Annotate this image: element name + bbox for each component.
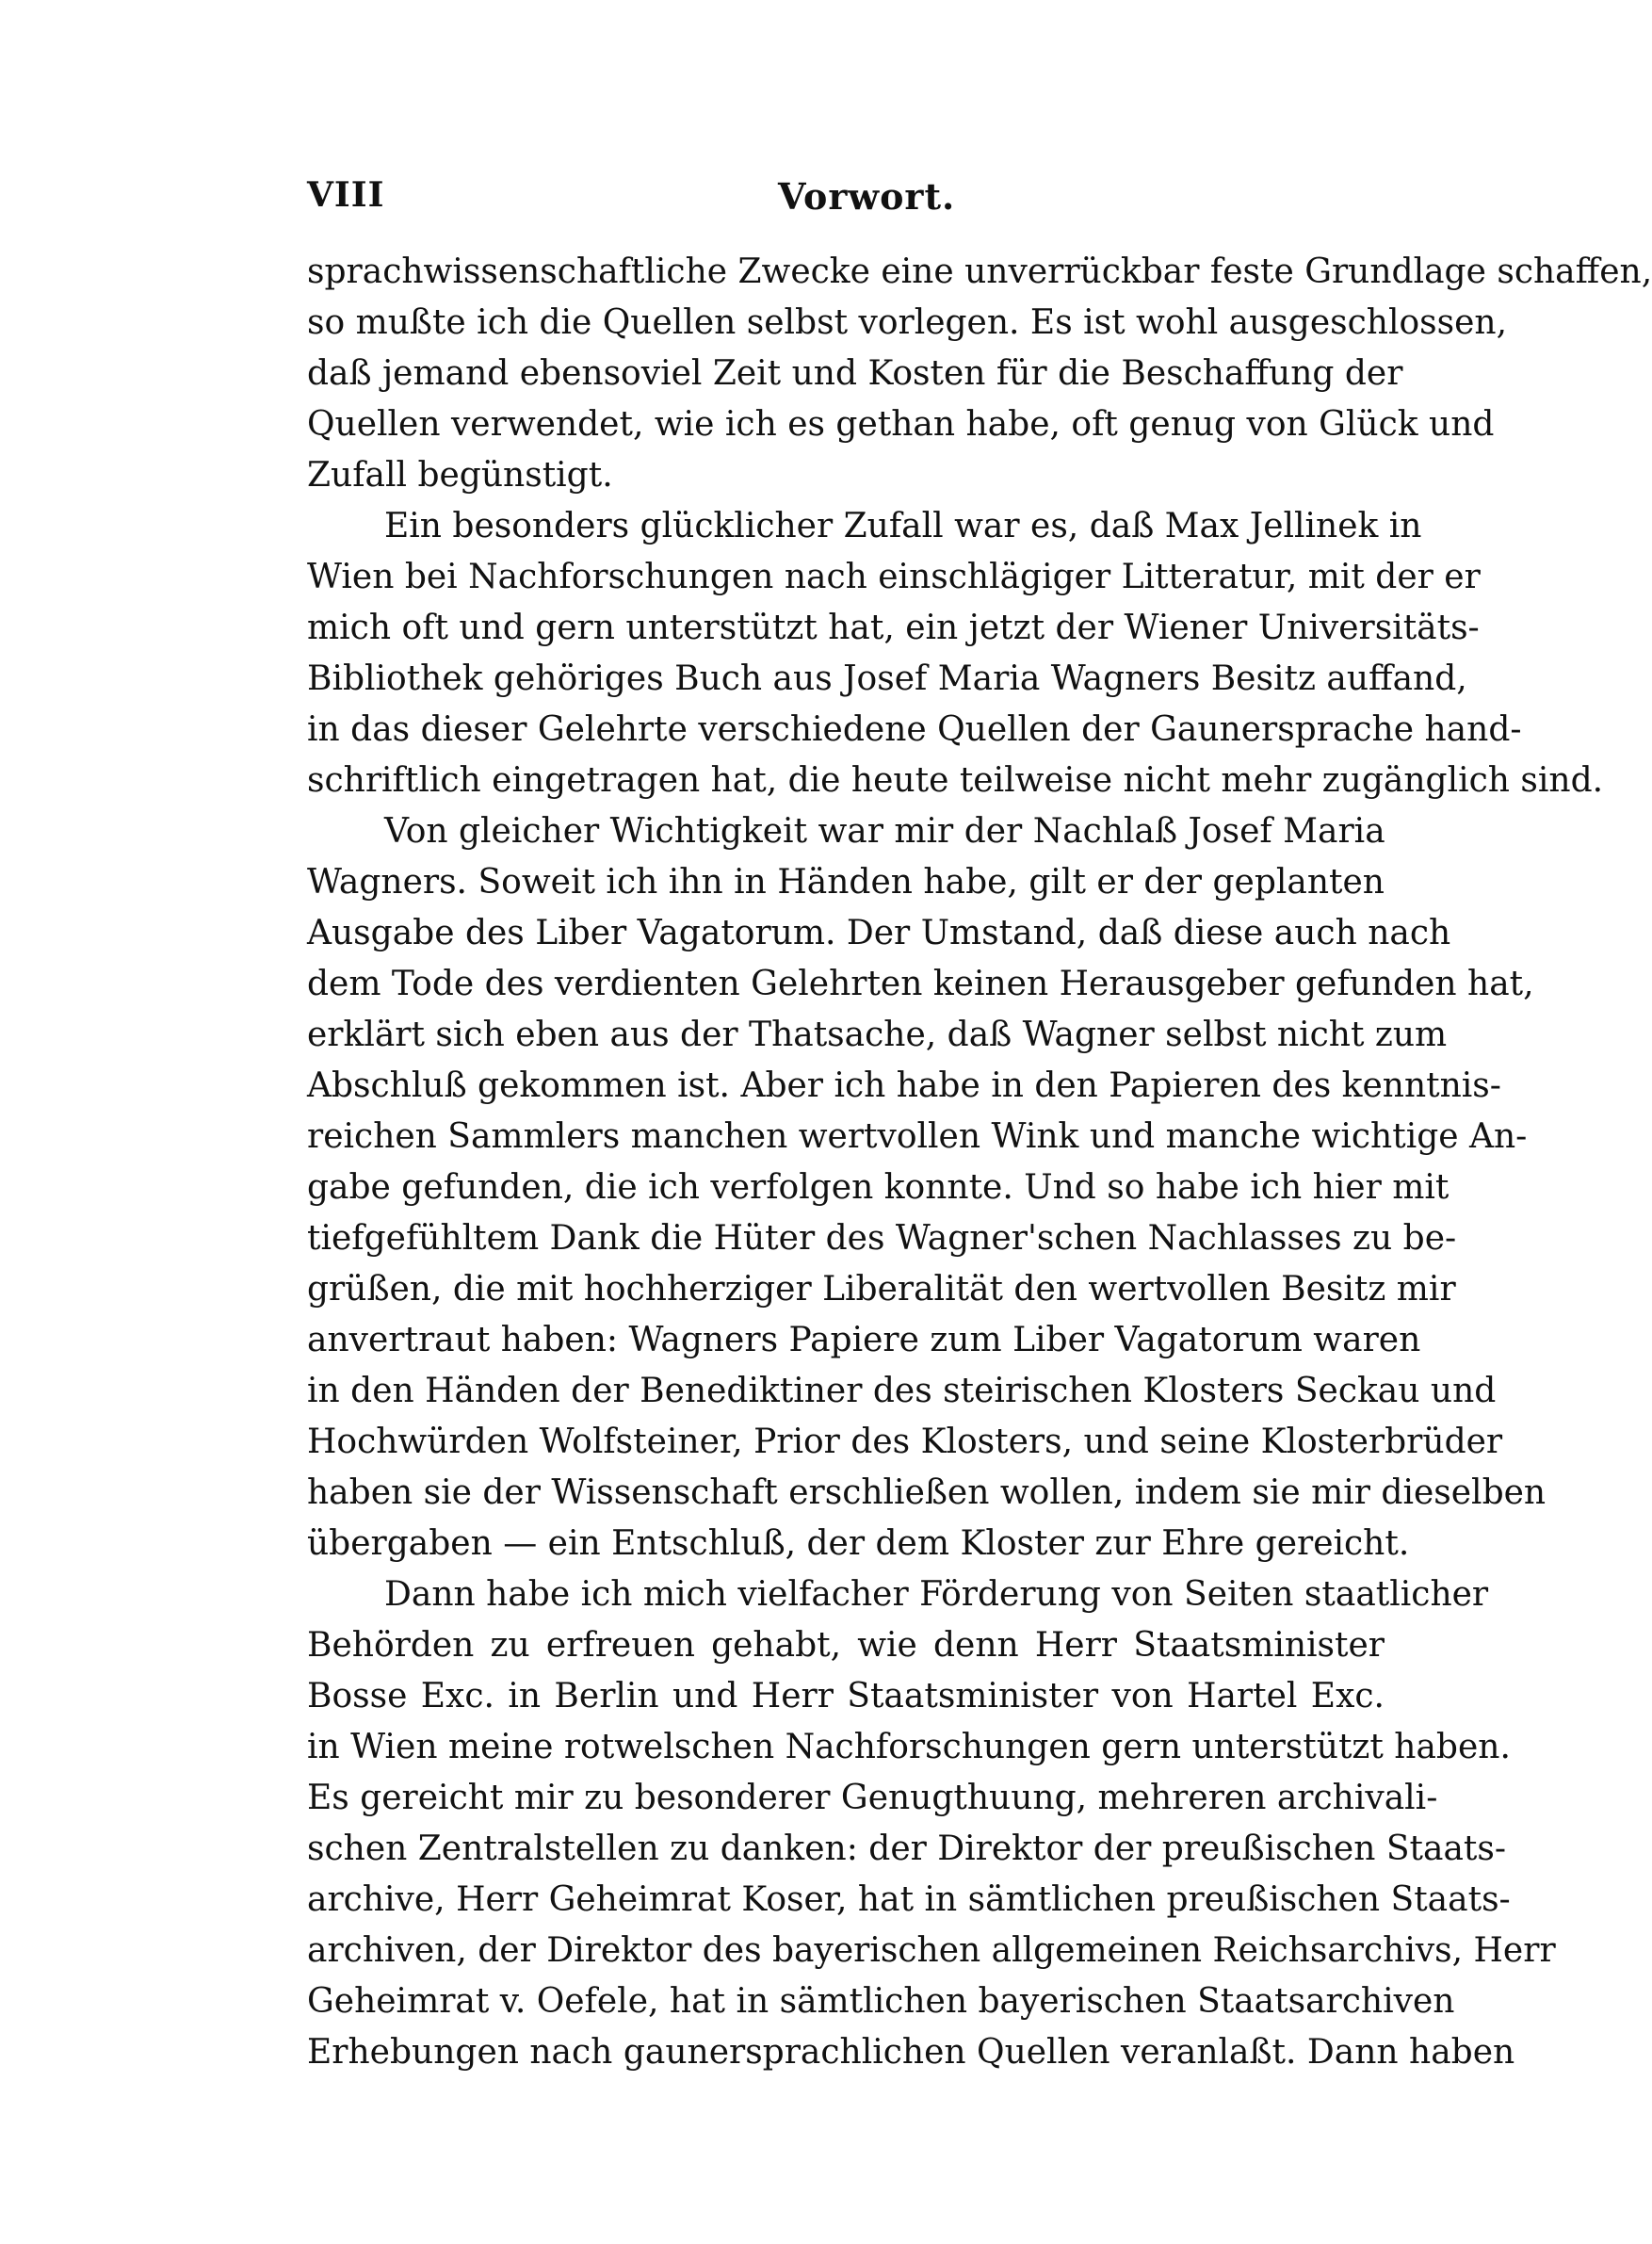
text-line: Geheimrat v. Oefele, hat in sämtlichen bayerischen Staatsarchiven xyxy=(307,1982,1455,2021)
paragraph-start-line: Dann habe ich mich vielfacher Förderung von Seiten staatlicher xyxy=(384,1575,1489,1614)
text-line: tiefgefühltem Dank die Hüter des Wagner'schen Nachlasses zu be- xyxy=(307,1219,1457,1258)
text-line: anvertraut haben: Wagners Papiere zum Liber Vagatorum waren xyxy=(307,1321,1421,1359)
text-line: Wien bei Nachforschungen nach einschlägiger Litteratur, mit der er xyxy=(307,558,1481,596)
text-line: grüßen, die mit hochherziger Liberalität den wertvollen Besitz mir xyxy=(307,1270,1456,1309)
text-line: in das dieser Gelehrte verschiedene Quellen der Gaunersprache hand- xyxy=(307,710,1522,749)
text-line: dem Tode des verdienten Gelehrten keinen Herausgeber gefunden hat, xyxy=(307,965,1534,1003)
text-line: schriftlich eingetragen hat, die heute teilweise nicht mehr zugänglich sind. xyxy=(307,761,1604,800)
text-line: reichen Sammlers manchen wertvollen Wink und manche wichtige An- xyxy=(307,1117,1528,1156)
text-line: archiven, der Direktor des bayerischen allgemeinen Reichsarchivs, Herr xyxy=(307,1931,1556,1970)
text-line: so mußte ich die Quellen selbst vorlegen. Es ist wohl ausgeschlossen, xyxy=(307,303,1508,342)
text-line: haben sie der Wissenschaft erschließen wollen, indem sie mir dieselben xyxy=(307,1473,1547,1512)
text-line: in den Händen der Benediktiner des steirischen Klosters Seckau und xyxy=(307,1372,1497,1410)
text-line: mich oft und gern unterstützt hat, ein jetzt der Wiener Universitäts- xyxy=(307,609,1480,647)
text-line: Wagners. Soweit ich ihn in Händen habe, gilt er der geplanten xyxy=(307,863,1385,902)
text-line: sprachwissenschaftliche Zwecke eine unverrückbar feste Grundlage schaffen, xyxy=(307,252,1652,291)
page-number: VIII xyxy=(307,175,385,215)
paragraph-start-line: Ein besonders glücklicher Zufall war es, daß Max Jellinek in xyxy=(384,507,1422,545)
text-line: Zufall begünstigt. xyxy=(307,456,613,495)
text-line: Bosse Exc. in Berlin und Herr Staatsminister von Hartel Exc. xyxy=(307,1677,1385,1716)
running-title: Vorwort. xyxy=(778,175,956,218)
text-line: Bibliothek gehöriges Buch aus Josef Maria Wagners Besitz auffand, xyxy=(307,659,1467,698)
body-text xyxy=(307,247,1652,2078)
text-line: daß jemand ebensoviel Zeit und Kosten für die Beschaffung der xyxy=(307,354,1403,393)
text-line: übergaben — ein Entschluß, der dem Kloster zur Ehre gereicht. xyxy=(307,1524,1410,1563)
text-line: Quellen verwendet, wie ich es gethan habe, oft genug von Glück und xyxy=(307,405,1495,444)
text-line: in Wien meine rotwelschen Nachforschungen gern unterstützt haben. xyxy=(307,1728,1511,1766)
text-line: erklärt sich eben aus der Thatsache, daß Wagner selbst nicht zum xyxy=(307,1016,1448,1054)
text-line: Es gereicht mir zu besonderer Genugthuung, mehreren archivali- xyxy=(307,1779,1438,1817)
text-line: Erhebungen nach gaunersprachlichen Quellen veranlaßt. Dann haben xyxy=(307,2033,1515,2072)
text-line: Ausgabe des Liber Vagatorum. Der Umstand, daß diese auch nach xyxy=(307,914,1451,952)
text-line: gabe gefunden, die ich verfolgen konnte. Und so habe ich hier mit xyxy=(307,1168,1450,1207)
text-line: Abschluß gekommen ist. Aber ich habe in den Papieren des kenntnis- xyxy=(307,1066,1501,1105)
text-line: schen Zentralstellen zu danken: der Direktor der preußischen Staats- xyxy=(307,1829,1507,1868)
text-line: Hochwürden Wolfsteiner, Prior des Klosters, und seine Klosterbrüder xyxy=(307,1423,1503,1461)
text-line: archive, Herr Geheimrat Koser, hat in sämtlichen preußischen Staats- xyxy=(307,1880,1511,1919)
text-line: Behörden zu erfreuen gehabt, wie denn Herr Staatsminister xyxy=(307,1626,1385,1665)
page-header xyxy=(307,175,1385,222)
paragraph-start-line: Von gleicher Wichtigkeit war mir der Nachlaß Josef Maria xyxy=(384,812,1385,851)
